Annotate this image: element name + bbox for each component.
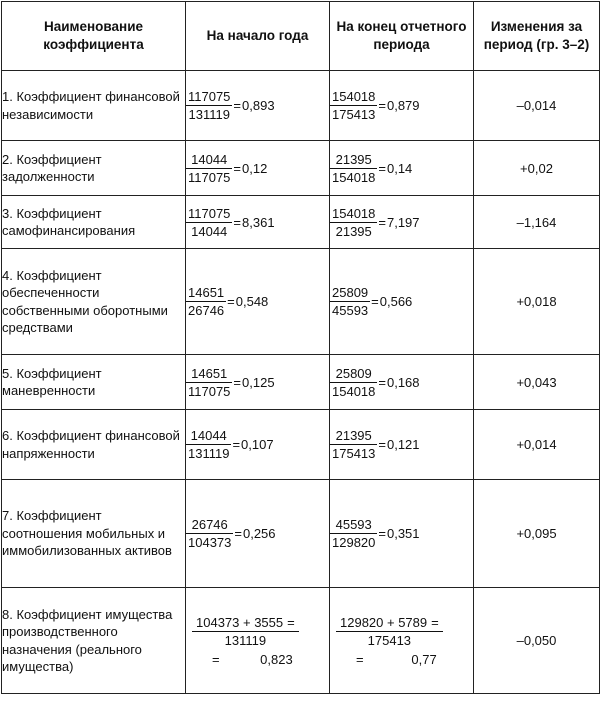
equals-sign: =: [212, 651, 220, 667]
numerator: 154018: [332, 205, 376, 221]
result-line: [192, 648, 299, 667]
result: 0,77: [411, 651, 437, 667]
end-value-cell: [330, 480, 474, 588]
numerator: 117075: [188, 89, 231, 104]
numerator-sum: 129820 + 5789: [340, 614, 428, 630]
equals-sign: =: [378, 214, 386, 230]
header-name: Наименование коэффициента: [2, 2, 186, 71]
fraction: [330, 517, 377, 550]
equals-sign: =: [227, 294, 235, 309]
equals-sign: =: [287, 614, 295, 630]
result: 0,351: [386, 526, 420, 541]
numerator: 25809: [332, 285, 369, 300]
result: 0,168: [386, 374, 420, 390]
change-value: +0,095: [474, 480, 600, 588]
result: 7,197: [386, 214, 420, 230]
denominator: 131119: [188, 107, 230, 122]
start-value-cell: [186, 410, 330, 480]
fraction: [186, 152, 232, 185]
equals-sign: =: [431, 614, 439, 630]
numerator: 14651: [186, 366, 232, 383]
equals-sign: =: [356, 651, 364, 667]
fraction: [330, 89, 377, 122]
numerator: 117075: [188, 205, 231, 221]
compound-fraction: [336, 615, 443, 667]
result: 0,107: [241, 437, 274, 452]
header-end: На конец отчетного периода: [330, 2, 474, 71]
fraction: [330, 428, 377, 461]
denominator: 117075: [188, 383, 231, 399]
denominator: 117075: [188, 169, 231, 185]
denominator: 131119: [224, 632, 267, 648]
table-row: [2, 141, 600, 196]
numerator: 26746: [186, 517, 233, 534]
denominator: 154018: [332, 169, 376, 185]
numerator: [336, 615, 443, 632]
start-value-cell: [186, 141, 330, 196]
equals-sign: =: [378, 526, 386, 541]
denominator: 45593: [332, 303, 369, 318]
result: 0,256: [242, 526, 276, 541]
denominator: 175413: [367, 632, 412, 648]
equals-sign: =: [234, 526, 242, 541]
numerator: 25809: [330, 366, 377, 383]
result: 8,361: [242, 214, 275, 230]
numerator: 45593: [330, 517, 377, 534]
change-value: +0,02: [474, 141, 600, 196]
equals-sign: =: [378, 437, 386, 452]
denominator: 14044: [191, 223, 228, 239]
fraction: [330, 366, 377, 399]
table-row: [2, 249, 600, 355]
coefficient-name: 4. Коэффициент обеспеченности собственными оборотными средствами: [2, 249, 186, 355]
change-value: –0,014: [474, 71, 600, 141]
numerator: 14651: [188, 285, 225, 300]
equals-sign: =: [371, 294, 379, 309]
change-value: +0,018: [474, 249, 600, 355]
equals-sign: =: [378, 98, 386, 113]
result: 0,893: [242, 98, 275, 113]
result: 0,823: [260, 651, 293, 667]
coefficient-name: 1. Коэффициент финансовой независимости: [2, 71, 186, 141]
equals-sign: =: [233, 374, 242, 390]
end-value-cell: [330, 249, 474, 355]
coefficient-name: 8. Коэффициент имущества производственного назначения (реального имущества): [2, 588, 186, 694]
start-value-cell: [186, 588, 330, 694]
table-row: [2, 196, 600, 249]
fraction: [186, 285, 226, 318]
table-row: [2, 71, 600, 141]
numerator: 154018: [332, 89, 376, 104]
end-value-cell: [330, 410, 474, 480]
result-line: [336, 648, 443, 667]
coefficient-name: 3. Коэффициент самофинансирования: [2, 196, 186, 249]
start-value-cell: [186, 355, 330, 410]
end-value-cell: [330, 588, 474, 694]
numerator: 21395: [330, 152, 377, 169]
result: 0,121: [386, 437, 420, 452]
table-row: [2, 480, 600, 588]
fraction: [186, 428, 231, 461]
result: 0,548: [235, 294, 269, 309]
numerator: 14044: [186, 428, 231, 445]
fraction: [186, 89, 232, 122]
start-value-cell: [186, 196, 330, 249]
table-row: [2, 355, 600, 410]
fraction: [186, 366, 232, 399]
equals-sign: =: [232, 437, 241, 452]
coefficient-name: 2. Коэффициент задолженности: [2, 141, 186, 196]
compound-fraction: [192, 615, 299, 667]
coefficient-name: 7. Коэффициент соотношения мобильных и иммобилизованных активов: [2, 480, 186, 588]
fraction: [336, 615, 443, 648]
start-value-cell: [186, 249, 330, 355]
start-value-cell: [186, 71, 330, 141]
result: 0,566: [379, 294, 413, 309]
result: 0,879: [386, 98, 420, 113]
denominator: 26746: [188, 303, 225, 318]
equals-sign: =: [233, 98, 242, 113]
end-value-cell: [330, 141, 474, 196]
change-value: –1,164: [474, 196, 600, 249]
equals-sign: =: [233, 214, 242, 230]
coefficient-name: 5. Коэффициент маневренности: [2, 355, 186, 410]
change-value: +0,043: [474, 355, 600, 410]
numerator: 14044: [186, 152, 232, 169]
equals-sign: =: [378, 160, 386, 176]
change-value: –0,050: [474, 588, 600, 694]
change-value: +0,014: [474, 410, 600, 480]
end-value-cell: [330, 71, 474, 141]
header-row: [2, 2, 600, 71]
equals-sign: =: [233, 160, 242, 176]
header-start: На начало года: [186, 2, 330, 71]
fraction: [186, 206, 232, 239]
result: 0,12: [242, 160, 268, 176]
denominator: 129820: [332, 535, 376, 550]
numerator-sum: 104373 + 3555: [196, 614, 284, 630]
fraction: [186, 517, 233, 550]
numerator: [192, 615, 299, 632]
numerator: 21395: [330, 428, 377, 445]
equals-sign: =: [378, 374, 386, 390]
coefficient-name: 6. Коэффициент финансовой напряженности: [2, 410, 186, 480]
denominator: 175413: [332, 446, 376, 461]
denominator: 21395: [335, 223, 372, 239]
result: 0,14: [386, 160, 413, 176]
coefficients-table: [1, 1, 600, 694]
result: 0,125: [242, 374, 275, 390]
fraction: [330, 206, 377, 239]
denominator: 131119: [188, 446, 230, 461]
end-value-cell: [330, 196, 474, 249]
fraction: [330, 285, 370, 318]
header-change: Изменения за период (гр. 3–2): [474, 2, 600, 71]
fraction: [192, 615, 299, 648]
denominator: 104373: [188, 535, 232, 550]
start-value-cell: [186, 480, 330, 588]
table-row: [2, 588, 600, 694]
fraction: [330, 152, 377, 185]
denominator: 154018: [332, 383, 376, 399]
end-value-cell: [330, 355, 474, 410]
table-row: [2, 410, 600, 480]
denominator: 175413: [332, 107, 376, 122]
